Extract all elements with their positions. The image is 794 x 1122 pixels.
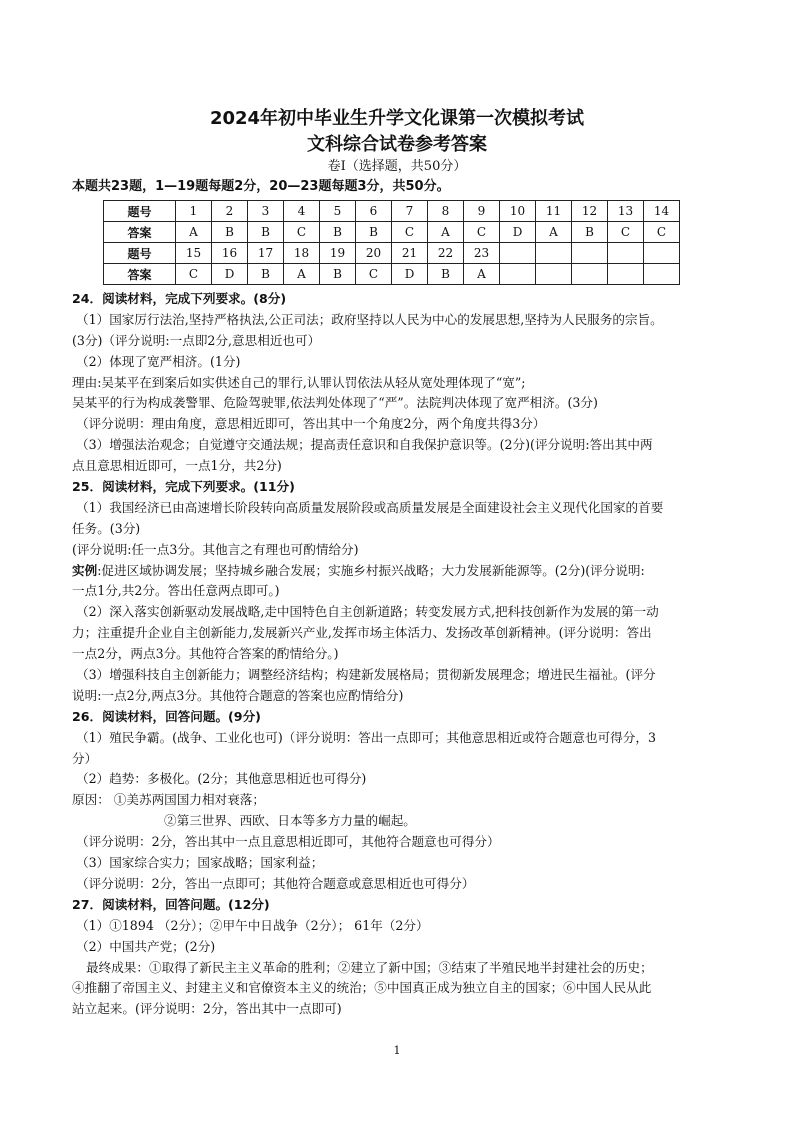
answer-table-cell: 11 <box>536 201 572 222</box>
answer-table-cell: A <box>464 264 500 285</box>
answer-text-line: （2）趋势：多极化。(2分；其他意思相近也可得分) <box>76 771 367 787</box>
answer-text-line: ②第三世界、西欧、日本等多方力量的崛起。 <box>164 813 416 829</box>
answer-table-cell: 14 <box>644 201 680 222</box>
answer-text-line: （评分说明：理由角度，意思相近即可，答出其中一个角度2分，两个角度共得3分） <box>76 416 546 432</box>
answer-text-line: （2）中国共产党；(2分) <box>76 938 216 954</box>
answer-text-line: 力；注重提升企业自主创新能力,发展新兴产业,发挥市场主体活力、发扬改革创新精神。(评分说明：答出 <box>72 625 652 641</box>
answer-table-cell <box>536 243 572 264</box>
answer-text-line: 任务。(3分) <box>72 520 141 536</box>
answer-table-numbers-row <box>104 201 680 222</box>
answer-table-cell: B <box>212 222 248 243</box>
answer-table-cell <box>500 264 536 285</box>
answer-table-cell: B <box>248 222 284 243</box>
answer-table-cell: C <box>356 264 392 285</box>
answer-table-cell: D <box>500 222 536 243</box>
answer-table-cell <box>500 243 536 264</box>
question-heading: 24．阅读材料，完成下列要求。(8分) <box>72 291 287 306</box>
answer-text-line: （2）深入落实创新驱动发展战略,走中国特色自主创新道路；转变发展方式,把科技创新作为发展的第一动 <box>76 604 659 620</box>
answer-table-cell <box>536 264 572 285</box>
answer-table-cell: 23 <box>464 243 500 264</box>
answer-text-line: 吴某平的行为构成袭警罪、危险驾驶罪,依法判处体现了“严”。法院判决体现了宽严相济。(3分) <box>72 395 598 411</box>
answer-table-row-label: 题号 <box>104 201 176 222</box>
answer-table-cell: A <box>536 222 572 243</box>
answer-table-cell <box>644 264 680 285</box>
answer-table-cell: 1 <box>176 201 212 222</box>
page-number: 1 <box>393 1044 401 1057</box>
answer-text-line: （3）增强科技自主创新能力；调整经济结构；构建新发展格局；贯彻新发展理念；增进民生福祉。(评分 <box>76 667 656 683</box>
answer-text-line: （1）殖民争霸。(战争、工业化也可)（评分说明：答出一点即可；其他意思相近或符合题意也可得分，3 <box>76 729 656 745</box>
answer-table-cell: 5 <box>320 201 356 222</box>
answer-table-cell: C <box>644 222 680 243</box>
answer-table-cell <box>608 264 644 285</box>
answer-table-cell: 12 <box>572 201 608 222</box>
answer-table-cell: C <box>608 222 644 243</box>
answer-table-cell: 18 <box>284 243 320 264</box>
answer-table-cell <box>644 243 680 264</box>
answer-table-cell: B <box>428 264 464 285</box>
answer-table-cell: 21 <box>392 243 428 264</box>
answer-table-cell: 22 <box>428 243 464 264</box>
answer-table-cell: B <box>356 222 392 243</box>
answer-table-answers-row <box>104 264 680 285</box>
document-title: 2024年初中毕业生升学文化课第一次模拟考试 <box>209 108 585 129</box>
answer-text-line: （1）①1894 （2分）；②甲午中日战争（2分）； 61年（2分） <box>76 917 429 933</box>
answer-table-cell: 13 <box>608 201 644 222</box>
answer-table-cell: 15 <box>176 243 212 264</box>
question-heading: 26．阅读材料，回答问题。(9分) <box>72 708 261 724</box>
answer-text-line: （1）我国经济已由高速增长阶段转向高质量发展阶段或高质量发展是全面建设社会主义现代化国家的首要 <box>76 499 664 515</box>
answer-table-cell: 19 <box>320 243 356 264</box>
answer-text-line: （3）增强法治观念；自觉遵守交通法规；提高责任意识和自我保护意识等。(2分)(评分说明:答出其中两 <box>76 437 653 453</box>
answer-table-cell: 20 <box>356 243 392 264</box>
answer-text-line: (评分说明:任一点3分。其他言之有理也可酌情给分) <box>72 541 359 557</box>
answer-table-cell: D <box>212 264 248 285</box>
question-heading: 27．阅读材料，回答问题。(12分) <box>72 896 270 912</box>
answer-text-line: 理由:吴某平在到案后如实供述自己的罪行,认罪认罚依法从轻从宽处理体现了“宽”; <box>72 374 526 390</box>
answer-table-cell: A <box>428 222 464 243</box>
answer-table-cell: A <box>284 264 320 285</box>
answer-table-cell: C <box>464 222 500 243</box>
answer-text-line: （评分说明：2分，答出一点即可；其他符合题意或意思相近也可得分） <box>76 875 475 891</box>
answer-text-line: （3）国家综合实力；国家战略；国家利益； <box>76 855 324 871</box>
answer-table-cell: 4 <box>284 201 320 222</box>
answer-text-line: （1）国家厉行法治,坚持严格执法,公正司法；政府坚持以人民为中心的发展思想,坚持为人民服务的宗旨。 <box>76 311 663 327</box>
answer-text-line: 原因： ①美苏两国国力相对衰落； <box>72 792 265 808</box>
answer-text-line: （评分说明：2分，答出其中一点且意思相近即可，其他符合题意也可得分） <box>76 834 500 850</box>
answer-table-cell: 9 <box>464 201 500 222</box>
answer-text-line: 点且意思相近即可，一点1分，共2分) <box>72 458 282 474</box>
answer-table-cell: C <box>392 222 428 243</box>
answer-content <box>72 289 727 1020</box>
answer-table-row-label: 答案 <box>104 264 176 285</box>
section-intro: 本题共23题，1—19题每题2分，20—23题每题3分，共50分。 <box>72 179 450 194</box>
answer-table-cell: 8 <box>428 201 464 222</box>
answer-table-cell: C <box>176 264 212 285</box>
answer-table-cell: 2 <box>212 201 248 222</box>
section-heading: 卷Ⅰ（选择题，共50分） <box>327 159 467 174</box>
answer-table-cell: 10 <box>500 201 536 222</box>
answer-text-line: ④推翻了帝国主义、封建主义和官僚资本主义的统治；⑤中国真正成为独立自主的国家；⑥中国人民从此 <box>72 980 652 996</box>
answer-table-cell: D <box>392 264 428 285</box>
answer-text-line: 分） <box>72 750 98 766</box>
answer-text-line: 一点2分，两点3分。其他符合答案的酌情给分。) <box>72 646 339 662</box>
answer-table-cell: C <box>284 222 320 243</box>
answer-table-cell: B <box>248 264 284 285</box>
answer-table <box>103 200 680 285</box>
question-heading: 25．阅读材料，完成下列要求。(11分) <box>72 479 295 495</box>
answer-text-line: 一点1分,共2分。答出任意两点即可。) <box>72 583 280 599</box>
answer-text-line: 说明:一点2分,两点3分。其他符合题意的答案也应酌情给分) <box>72 687 404 703</box>
answer-table-numbers-row <box>104 243 680 264</box>
answer-table-cell <box>572 243 608 264</box>
answer-table-row-label: 答案 <box>104 222 176 243</box>
answer-text-line: 最终成果：①取得了新民主主义革命的胜利；②建立了新中国；③结束了半殖民地半封建社会的历史； <box>86 959 653 975</box>
answer-table-cell: 7 <box>392 201 428 222</box>
answer-table-cell: 17 <box>248 243 284 264</box>
answer-text-line: 站立起来。(评分说明：2分，答出其中一点即可) <box>72 1001 342 1017</box>
answer-table-cell: B <box>572 222 608 243</box>
answer-table-cell: A <box>176 222 212 243</box>
answer-text-line: (3分)（评分说明:一点即2分,意思相近也可） <box>72 332 321 348</box>
answer-table-row-label: 题号 <box>104 243 176 264</box>
answer-table-cell: B <box>320 222 356 243</box>
answer-table-cell: B <box>320 264 356 285</box>
answer-table-cell: 3 <box>248 201 284 222</box>
answer-table-cell <box>572 264 608 285</box>
answer-table-answers-row <box>104 222 680 243</box>
answer-table-cell <box>608 243 644 264</box>
answer-table-cell: 6 <box>356 201 392 222</box>
answer-text-line: 实例:促进区域协调发展；坚持城乡融合发展；实施乡村振兴战略；大力发展新能源等。(2分)(评分说明: <box>72 562 645 578</box>
answer-table-cell: 16 <box>212 243 248 264</box>
answer-text-line: （2）体现了宽严相济。(1分) <box>76 353 241 369</box>
document-subtitle: 文科综合试卷参考答案 <box>307 134 487 155</box>
